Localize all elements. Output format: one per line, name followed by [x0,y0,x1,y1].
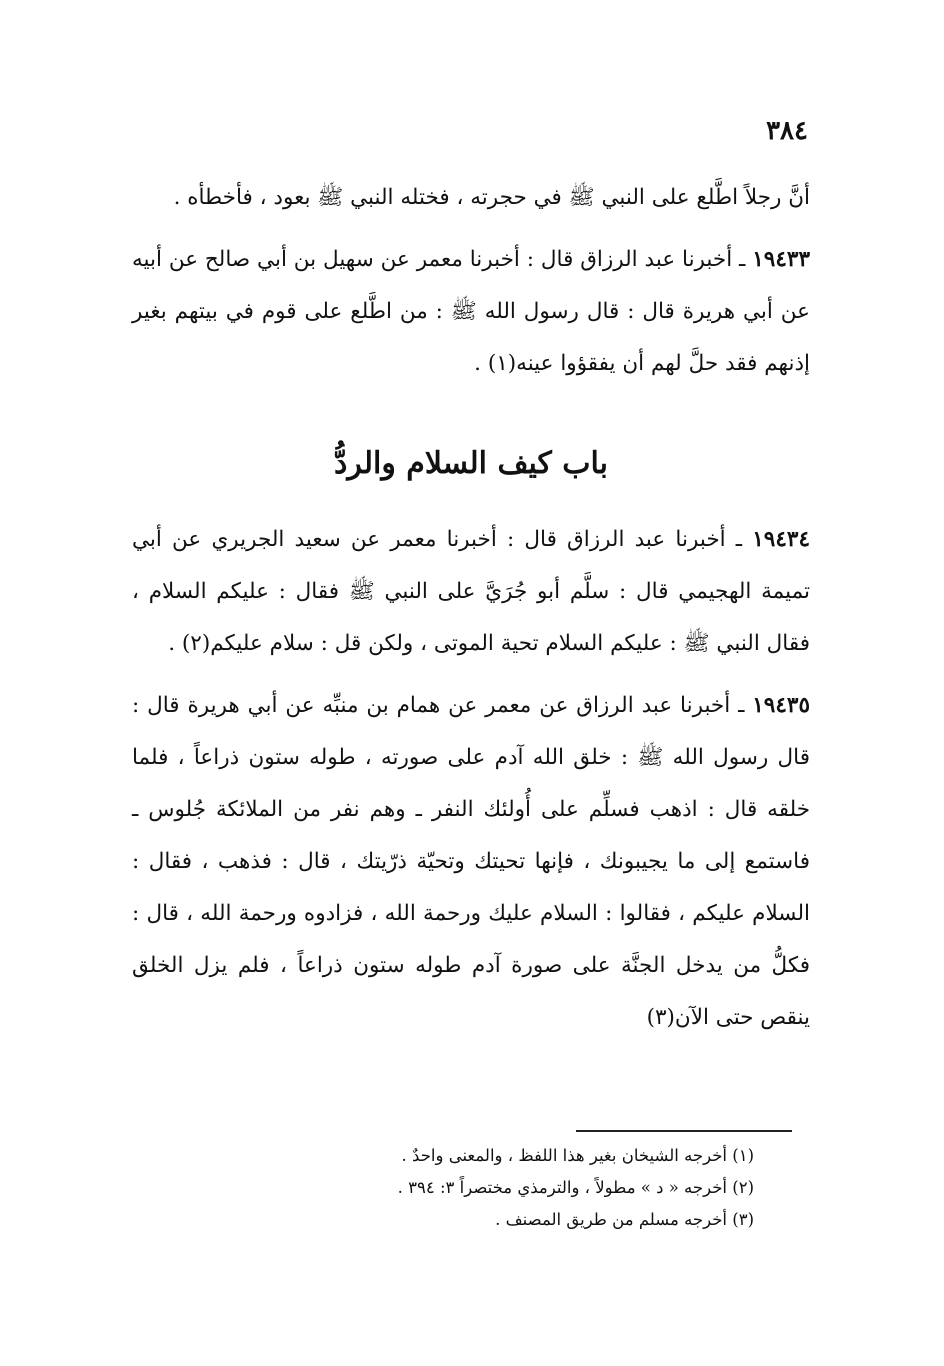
hadith-19433 [132,234,810,390]
hadith-19435 [132,680,810,1044]
footnote-2: (٢) أخرجه « د » مطولاً ، والترمذي مختصراً ٣: ٣٩٤ . [397,1178,754,1197]
footnote-1: (١) أخرجه الشيخان بغير هذا اللفظ ، والمعنى واحدٌ . [401,1146,754,1165]
paragraph-continuation: أنَّ رجلاً اطَّلع على النبي ﷺ في حجرته ، فختله النبي ﷺ بعود ، فأخطأه . [173,185,810,210]
footnotes [194,1140,754,1236]
hadith-text: ـ أخبرنا عبد الرزاق قال : أخبرنا معمر عن سهيل بن أبي صالح عن أبيه عن أبي هريرة قال : قال رسول الله ﷺ : من اطَّلع على قوم في بيتهم بغير إذنهم فقد حلَّ لهم أن يفقؤوا عينه(١) . [132,247,810,376]
hadith-text: ـ أخبرنا عبد الرزاق قال : أخبرنا معمر عن سعيد الجريري عن أبي تميمة الهجيمي قال : سلَّم أبو جُرَيَّ على النبي ﷺ فقال : عليكم السلام ، فقال النبي ﷺ : عليكم السلام تحية الموتى ، ولكن قل : سلام عليكم(٢) . [132,527,810,656]
hadith-number: ١٩٤٣٤ [752,527,810,552]
hadith-19434 [132,514,810,670]
main-text [132,172,810,1044]
hadith-number: ١٩٤٣٣ [752,247,810,272]
chapter-title: باب كيف السلام والردُّ [333,446,609,481]
footnote-separator [576,1130,792,1132]
page-number: ٣٨٤ [766,116,808,146]
hadith-text: ـ أخبرنا عبد الرزاق عن معمر عن همام بن منبِّه عن أبي هريرة قال : قال رسول الله ﷺ : خلق الله آدم على صورته ، طوله ستون ذراعاً ، فلما خلقه قال : اذهب فسلِّم على أُولئك النفر ـ وهم نفر من الملائكة جُلوس ـ فاستمع إلى ما يجيبونك ، فإنها تحيتك وتحيّة ذرّيتك ، قال : فذهب ، فقال : السلام عليكم ، فقالوا : السلام عليك ورحمة الله ، فزادوه ورحمة الله ، قال : فكلُّ من يدخل الجنَّة على صورة آدم طوله ستون ذراعاً ، فلم يزل الخلق ينقص حتى الآن(٣) [132,693,810,1030]
hadith-number: ١٩٤٣٥ [752,693,810,718]
footnote-3: (٣) أخرجه مسلم من طريق المصنف . [495,1210,754,1229]
